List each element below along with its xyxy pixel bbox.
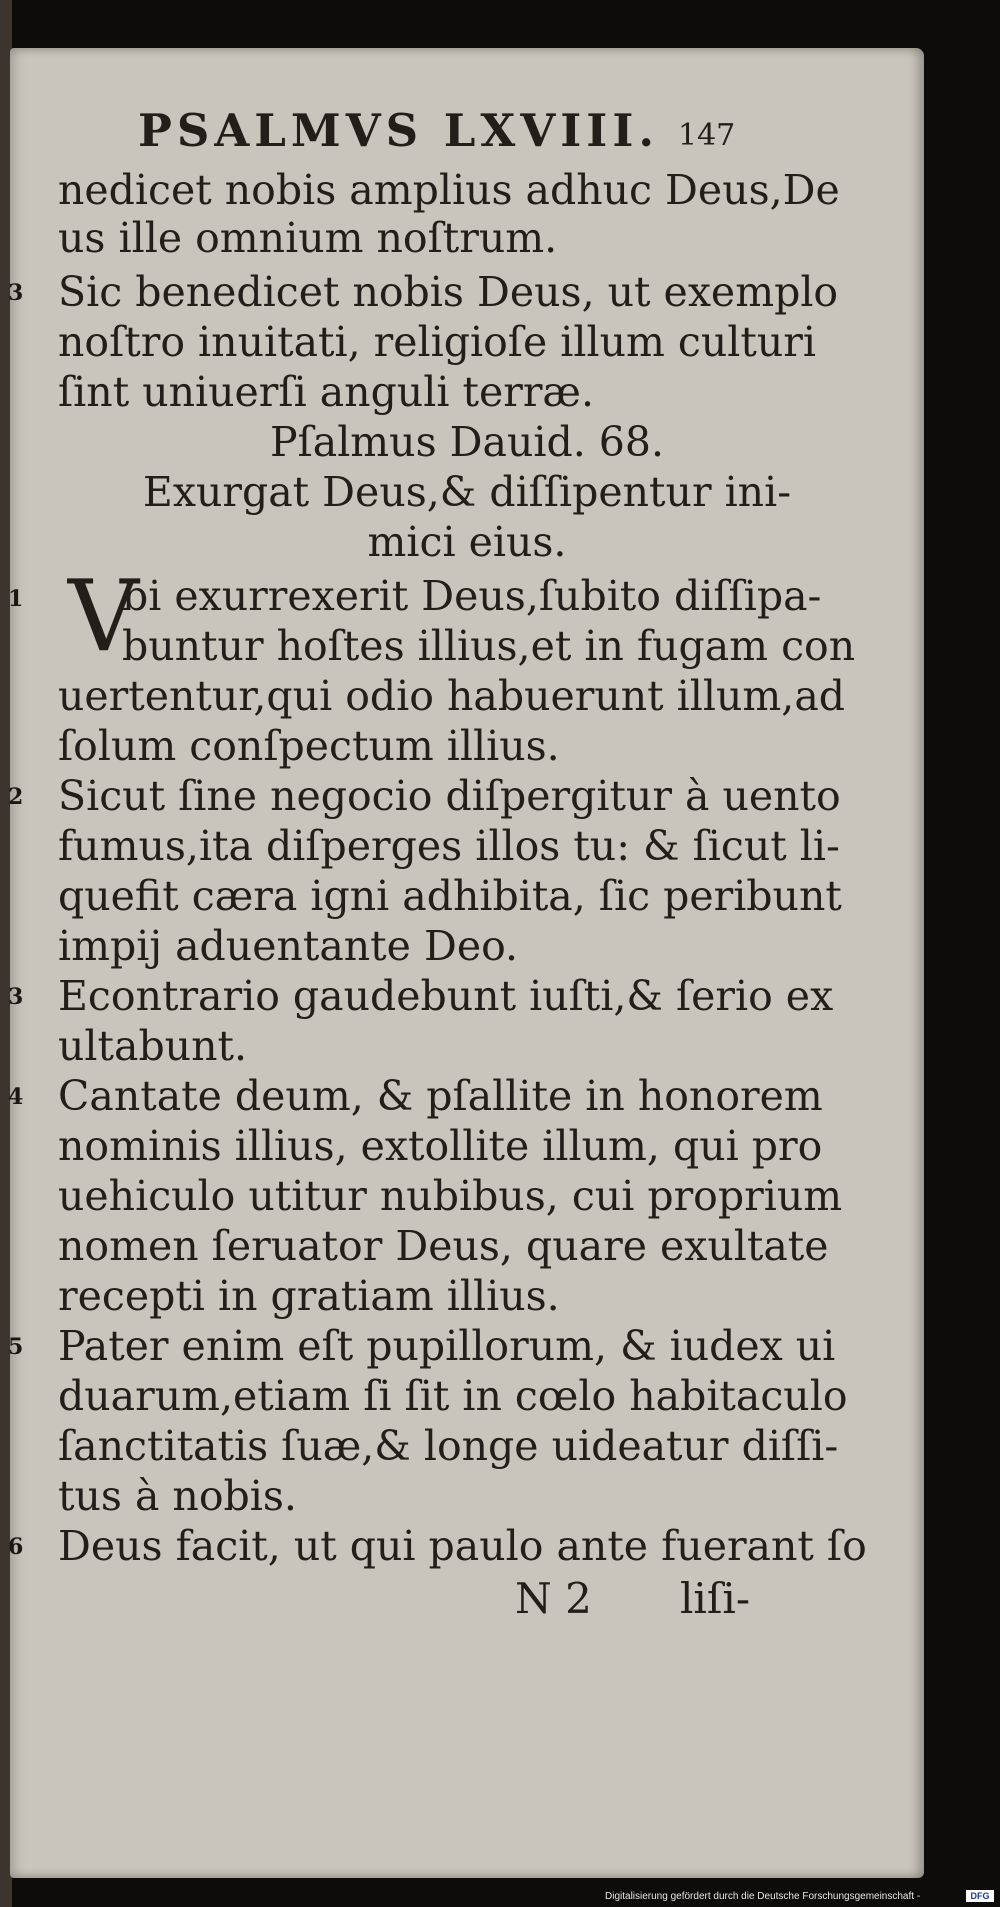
text-line: nominis illius, extollite illum, qui pro — [58, 1122, 823, 1170]
text-line: Deus facit, ut qui paulo ante fuerant ſo — [58, 1522, 867, 1570]
text-line: ſanctitatis ſuæ,& longe uideatur diſſi- — [58, 1422, 839, 1470]
text-line: tus à nobis. — [58, 1472, 297, 1520]
text-line: Cantate deum, & pſallite in honorem — [58, 1072, 823, 1120]
text-line: uertentur,qui odio habuerunt illum,ad — [58, 672, 846, 720]
verse-number: 2 — [8, 784, 24, 810]
text-line: bi exurrexerit Deus,ſubito diſſipa- — [122, 572, 822, 620]
running-title: PSALMVS LXVIII. — [138, 104, 660, 157]
text-line: Sicut ſine negocio diſpergitur à uento — [58, 772, 841, 820]
text-line: uehiculo utitur nubibus, cui proprium — [58, 1172, 843, 1220]
text-line: nedicet nobis amplius adhuc Deus,De — [58, 166, 840, 214]
digitization-credit: Digitalisierung gefördert durch die Deutsche Forschungsgemeinschaft - — [605, 1891, 921, 1902]
text-line: ultabunt. — [58, 1022, 248, 1070]
page-text — [10, 48, 924, 1878]
text-line: impij aduentante Deo. — [58, 922, 519, 970]
text-line: quefit cæra igni adhibita, ſic peribunt — [58, 872, 842, 920]
text-line: noſtro inuitati, religioſe illum culturi — [58, 318, 816, 366]
text-line: Sic benedicet nobis Deus, ut exemplo — [58, 268, 839, 316]
text-line: ſolum conſpectum illius. — [58, 722, 560, 770]
verse-number: 1 — [8, 586, 24, 612]
signature-mark: N 2 — [515, 1574, 592, 1623]
verse-number: 3 — [8, 280, 24, 306]
psalm-title: Pſalmus Dauid. 68. — [269, 418, 665, 466]
verse-number: 6 — [8, 1534, 24, 1560]
folio-number: 147 — [678, 118, 736, 153]
book-page — [10, 48, 924, 1878]
text-line: duarum,etiam ſi ſit in cœlo habitaculo — [58, 1372, 848, 1420]
text-line: nomen ſeruator Deus, quare exultate — [58, 1222, 829, 1270]
text-line: us ille omnium noſtrum. — [58, 214, 558, 262]
text-line: fumus,ita diſperges illos tu: & ſicut li- — [58, 822, 840, 870]
text-line: ſint uniuerſi anguli terræ. — [58, 368, 594, 416]
text-line: Pater enim eſt pupillorum, & iudex ui — [58, 1322, 836, 1370]
text-line: recepti in gratiam illius. — [58, 1272, 560, 1320]
verse-number: 4 — [8, 1084, 24, 1110]
catchword: liſi- — [680, 1574, 751, 1623]
verse-number: 3 — [8, 984, 24, 1010]
drop-capital: V — [68, 560, 139, 674]
psalm-incipit: mici eius. — [367, 518, 567, 566]
text-line: Econtrario gaudebunt iuſti,& ſerio ex — [58, 972, 834, 1020]
text-line: buntur hoſtes illius,et in fugam con — [122, 622, 856, 670]
verse-number: 5 — [8, 1334, 24, 1360]
psalm-incipit: Exurgat Deus,& diſſipentur ini- — [142, 468, 792, 516]
dfg-logo: DFG — [966, 1890, 994, 1902]
